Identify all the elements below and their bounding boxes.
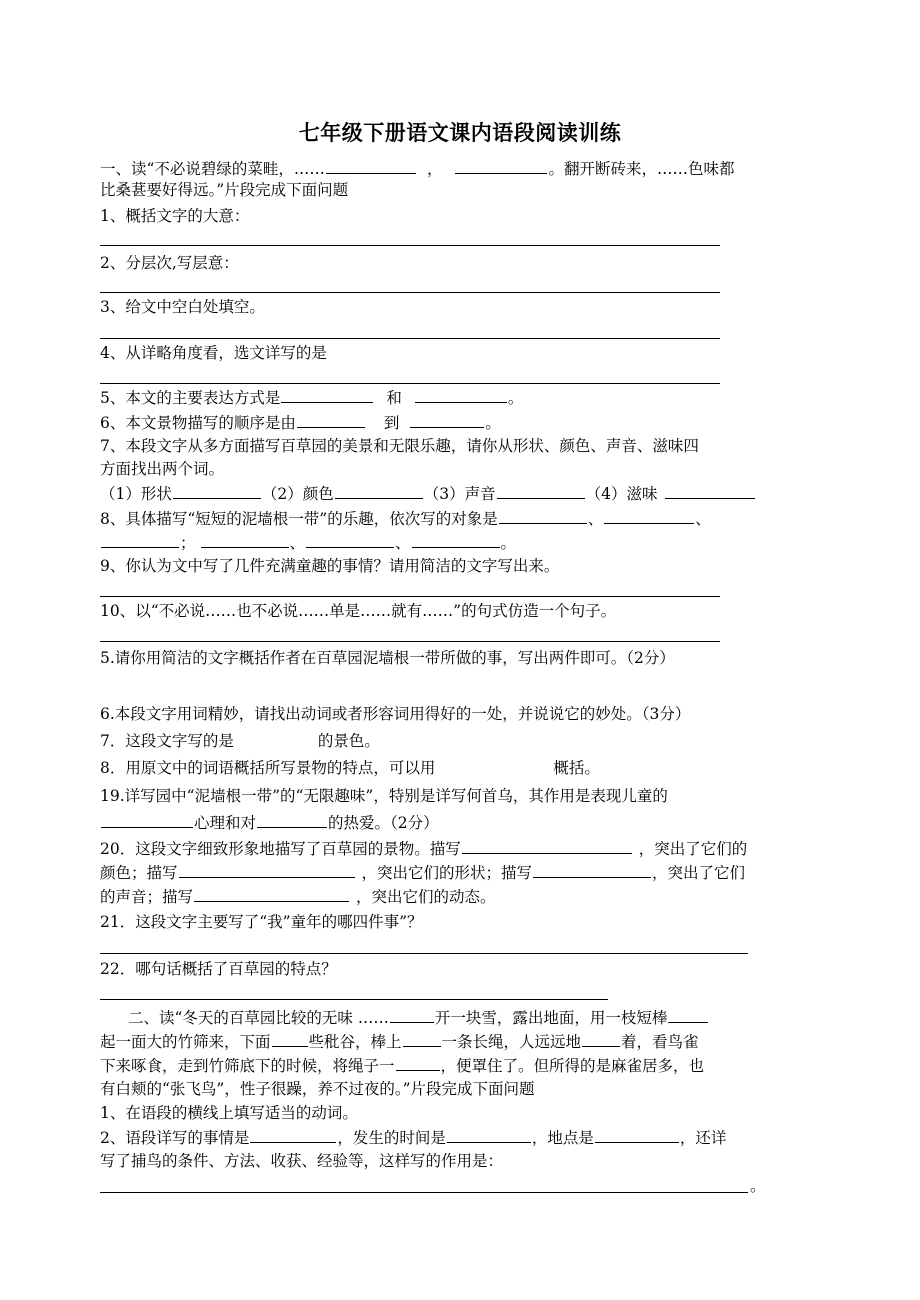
separator-text: 、 — [289, 534, 306, 552]
answer-line[interactable] — [100, 641, 720, 642]
passage-text: ，便罩住了。但所得的是麻雀居多，也 — [440, 1057, 705, 1075]
question-20-line2 — [100, 862, 745, 883]
question-text: 概括。 — [553, 759, 600, 777]
passage-text: 一条长绳，人远远地 — [441, 1033, 582, 1051]
answer-line[interactable] — [100, 245, 720, 246]
question-text: ，突出了它们 — [652, 864, 746, 882]
question-text: 6、本文景物描写的顺序是由 — [100, 414, 296, 432]
question-text: ，发生的时间是 — [337, 1129, 446, 1147]
blank-answer[interactable] — [665, 483, 755, 499]
blank-answer[interactable] — [415, 387, 507, 403]
blank-answer[interactable] — [462, 838, 632, 854]
question-7-line1: 7、本段文字从多方面描写百草园的美景和无限乐趣，请你从形状、颜色、声音、滋味四 — [100, 437, 699, 455]
question-7-options — [100, 483, 756, 504]
blank-answer[interactable] — [497, 483, 585, 499]
question-2: 2、分层次,写层意： — [100, 254, 239, 272]
blank-answer[interactable] — [194, 886, 349, 902]
question-text: 5、本文的主要表达方式是 — [100, 389, 281, 407]
section2-question-2-line1 — [100, 1127, 726, 1148]
blank-answer[interactable] — [582, 1031, 620, 1047]
question-19-line1: 19.详写园中“泥墙根一带”的“无限趣味”，特别是详写何首乌，其作用是表现儿童的 — [100, 787, 668, 805]
section2-end-period: 。 — [750, 1177, 766, 1195]
question-5 — [100, 387, 523, 408]
blank-answer[interactable] — [533, 862, 651, 878]
blank-answer[interactable] — [390, 1007, 434, 1023]
blank-answer[interactable] — [179, 862, 355, 878]
question-text: 。 — [507, 389, 524, 407]
question-text: ，突出它们的动态。 — [356, 888, 496, 906]
blank-answer[interactable] — [201, 532, 289, 548]
separator-text: 、 — [587, 510, 604, 528]
question-text: 的热爱。（2分） — [328, 814, 439, 832]
question-6 — [100, 412, 501, 433]
page-title: 七年级下册语文课内语段阅读训练 — [298, 120, 622, 145]
passage-text: 着，看鸟雀 — [621, 1033, 699, 1051]
answer-line[interactable] — [100, 999, 608, 1000]
blank-answer[interactable] — [101, 812, 193, 828]
passage-text: 起一面大的竹筛来，下面 — [100, 1033, 271, 1051]
intro-text: 。翻开断砖来，……色味都 — [548, 160, 735, 178]
question-10: 10、以“不必说……也不必说……单是……就有……”的句式仿造一个句子。 — [100, 602, 617, 620]
question-text: 心理和对 — [194, 814, 257, 832]
question-9: 9、你认为文中写了几件充满童趣的事情？请用简洁的文字写出来。 — [100, 557, 560, 575]
blank-answer[interactable] — [306, 532, 394, 548]
answer-line[interactable] — [100, 383, 720, 384]
blank-answer[interactable] — [101, 532, 179, 548]
blank-answer[interactable] — [272, 1031, 308, 1047]
passage-text: 二、读“冬天的百草园比较的无味 …… — [128, 1009, 389, 1027]
question-8b — [100, 758, 600, 778]
separator-text: ； — [180, 534, 196, 552]
answer-line[interactable] — [100, 596, 720, 597]
section2-passage-line1 — [128, 1007, 709, 1028]
separator-text: 。 — [500, 534, 517, 552]
question-text: ，地点是 — [531, 1129, 594, 1147]
blank-answer[interactable] — [396, 1055, 440, 1071]
question-8-line1 — [100, 508, 711, 529]
option-sound: （3）声音 — [423, 485, 496, 503]
answer-line[interactable] — [100, 1192, 748, 1193]
question-text: 7．这段文字写的是 — [100, 732, 234, 750]
blank-answer[interactable] — [499, 508, 587, 524]
blank-answer[interactable] — [410, 412, 484, 428]
question-text: 20．这段文字细致形象地描写了百草园的景物。描写 — [100, 840, 461, 858]
question-22: 22．哪句话概括了百草园的特点？ — [100, 960, 337, 978]
question-text: 的声音；描写 — [100, 888, 194, 906]
blank-answer[interactable] — [173, 483, 261, 499]
section1-intro-line2: 比桑葚要好得远。”片段完成下面问题 — [100, 181, 349, 199]
blank-answer[interactable] — [257, 812, 327, 828]
section2-question-1: 1、在语段的横线上填写适当的动词。 — [100, 1104, 358, 1122]
question-text: 颜色；描写 — [100, 864, 178, 882]
question-3: 3、给文中空白处填空。 — [100, 298, 265, 316]
option-shape: （1）形状 — [100, 485, 172, 503]
question-7-line2: 方面找出两个词。 — [100, 460, 225, 478]
blank-answer[interactable] — [326, 158, 416, 174]
question-text: 。 — [485, 414, 501, 432]
separator-text: 、 — [395, 534, 411, 552]
question-20-line1 — [100, 838, 747, 859]
blank-answer[interactable] — [335, 483, 423, 499]
passage-text: 下来啄食，走到竹筛底下的时候，将绳子一 — [100, 1057, 395, 1075]
blank-answer[interactable] — [668, 1007, 708, 1023]
question-text: 到 — [383, 414, 400, 432]
question-text: 2、语段详写的事情是 — [100, 1129, 250, 1147]
question-4: 4、从详略角度看，选文详写的是 — [100, 344, 327, 362]
option-color: （2）颜色 — [261, 485, 334, 503]
question-6b: 6.本段文字用词精妙，请找出动词或者形容词用得好的一处，并说说它的妙处。（3分） — [100, 705, 691, 723]
blank-answer[interactable] — [447, 1127, 531, 1143]
section2-question-2-line2: 写了捕鸟的条件、方法、收获、经验等，这样写的作用是： — [100, 1152, 504, 1170]
section2-passage-line3 — [100, 1055, 704, 1076]
passage-text: 些秕谷，棒上 — [308, 1033, 402, 1051]
question-text: ，突出它们的形状；描写 — [361, 864, 533, 882]
blank-answer[interactable] — [281, 387, 373, 403]
question-1: 1、概括文字的大意： — [100, 207, 250, 225]
answer-line[interactable] — [100, 953, 748, 954]
blank-answer[interactable] — [403, 1031, 441, 1047]
section1-intro-line1 — [100, 158, 734, 179]
blank-answer[interactable] — [604, 508, 694, 524]
passage-text: 开一块雪，露出地面，用一枝短棒 — [434, 1009, 668, 1027]
question-text: 和 — [386, 389, 402, 407]
question-5b: 5.请你用简洁的文字概括作者在百草园泥墙根一带所做的事，写出两件即可。（2分） — [100, 649, 675, 667]
blank-answer[interactable] — [250, 1127, 336, 1143]
section2-passage-line4: 有白颊的“张飞鸟”，性子很躁，养不过夜的。”片段完成下面问题 — [100, 1080, 535, 1098]
answer-line[interactable] — [100, 338, 720, 339]
question-21: 21．这段文字主要写了“我”童年的哪四件事”？ — [100, 913, 423, 931]
question-20-line3 — [100, 886, 496, 907]
answer-line[interactable] — [100, 292, 720, 293]
question-text: 8．用原文中的词语概括所写景物的特点，可以用 — [100, 759, 436, 777]
question-text: ，还详 — [679, 1129, 727, 1147]
question-8-line2 — [100, 532, 516, 553]
section2-passage-line2 — [100, 1031, 699, 1052]
question-text: 的景色。 — [317, 732, 380, 750]
blank-answer[interactable] — [412, 532, 500, 548]
question-text: 8、具体描写“短短的泥墙根一带”的乐趣，依次写的对象是 — [100, 510, 498, 528]
intro-text: 一、读“不必说碧绿的菜畦，…… — [100, 160, 325, 178]
blank-answer[interactable] — [595, 1127, 679, 1143]
question-7b — [100, 731, 380, 751]
option-taste: （4）滋味 — [585, 485, 658, 503]
question-text: ，突出了它们的 — [638, 840, 748, 858]
blank-answer[interactable] — [297, 412, 365, 428]
separator-text: 、 — [695, 510, 711, 528]
question-19-line2 — [100, 812, 439, 833]
blank-answer[interactable] — [455, 158, 547, 174]
comma-text: ， — [426, 160, 443, 178]
